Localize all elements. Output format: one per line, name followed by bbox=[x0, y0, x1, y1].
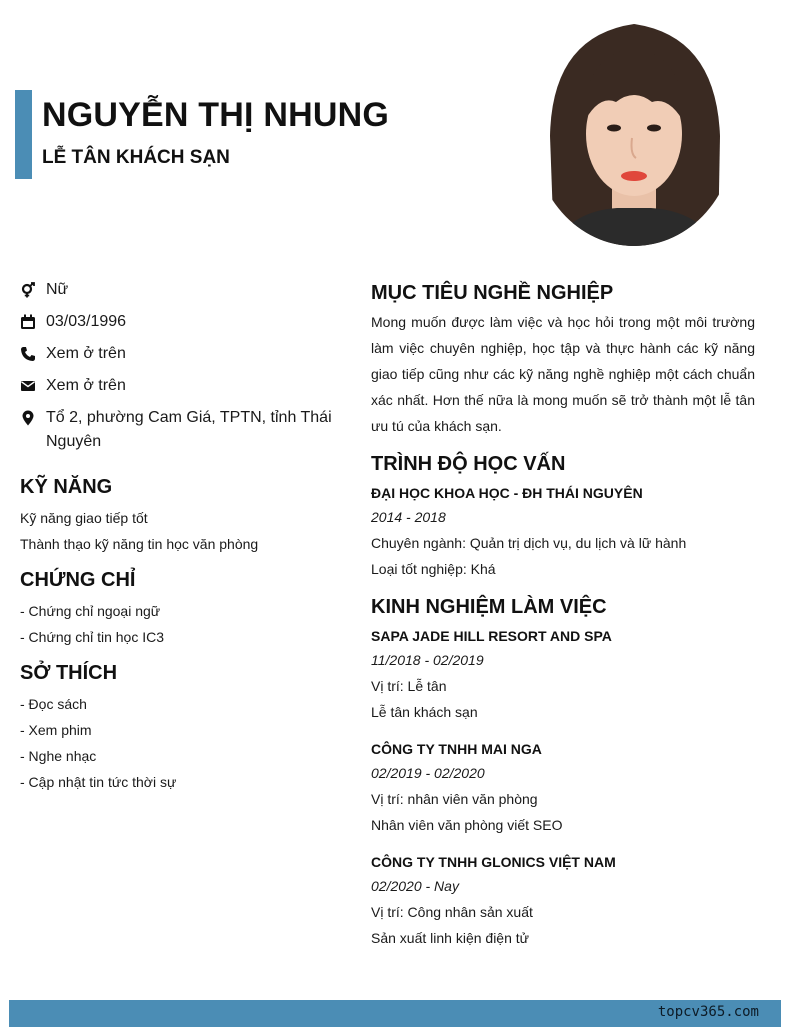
candidate-job-title: LỄ TÂN KHÁCH SẠN bbox=[42, 147, 230, 168]
objective-heading: MỤC TIÊU NGHỀ NGHIỆP bbox=[371, 282, 614, 304]
school-name: ĐẠI HỌC KHOA HỌC - ĐH THÁI NGUYÊN bbox=[371, 485, 643, 501]
contact-address bbox=[20, 406, 340, 454]
list-item: - Chứng chỉ ngoại ngữ bbox=[20, 603, 161, 619]
list-item: - Cập nhật tin tức thời sự bbox=[20, 774, 177, 790]
job-period: 02/2019 - 02/2020 bbox=[371, 765, 485, 781]
hobbies-section bbox=[20, 662, 340, 795]
skills-heading: KỸ NĂNG bbox=[20, 476, 113, 498]
hobbies-heading: SỞ THÍCH bbox=[20, 662, 118, 684]
candidate-name: NGUYỄN THỊ NHUNG bbox=[42, 96, 389, 134]
job-company: CÔNG TY TNHH MAI NGA bbox=[371, 741, 542, 757]
header-accent-bar bbox=[15, 90, 32, 179]
contact-gender bbox=[20, 278, 340, 302]
job-entry bbox=[371, 851, 755, 951]
education-major: Chuyên ngành: Quản trị dịch vụ, du lịch và lữ hành bbox=[371, 535, 687, 551]
gender-icon bbox=[20, 282, 36, 298]
job-period: 02/2020 - Nay bbox=[371, 878, 459, 894]
profile-photo bbox=[532, 16, 736, 246]
list-item: Kỹ năng giao tiếp tốt bbox=[20, 510, 148, 526]
contact-gender-text: Nữ bbox=[46, 281, 69, 298]
job-company: SAPA JADE HILL RESORT AND SPA bbox=[371, 628, 612, 644]
job-position: Vị trí: Công nhân sản xuất bbox=[371, 904, 533, 920]
list-item: - Đọc sách bbox=[20, 696, 87, 712]
job-position: Vị trí: nhân viên văn phòng bbox=[371, 791, 538, 807]
left-column bbox=[20, 278, 340, 795]
job-description: Lễ tân khách sạn bbox=[371, 704, 478, 720]
job-company: CÔNG TY TNHH GLONICS VIỆT NAM bbox=[371, 854, 616, 870]
calendar-icon bbox=[20, 314, 36, 330]
right-column bbox=[371, 282, 755, 951]
location-icon bbox=[20, 410, 36, 426]
contact-list bbox=[20, 278, 340, 454]
job-description: Sản xuất linh kiện điện tử bbox=[371, 930, 530, 946]
contact-birthday bbox=[20, 310, 340, 334]
list-item: Thành thạo kỹ năng tin học văn phòng bbox=[20, 536, 259, 552]
education-heading: TRÌNH ĐỘ HỌC VẤN bbox=[371, 453, 566, 475]
contact-address-text: Tổ 2, phường Cam Giá, TPTN, tỉnh Thái Nguyên bbox=[46, 409, 332, 450]
skills-section bbox=[20, 476, 340, 557]
education-section bbox=[371, 453, 755, 582]
job-entry bbox=[371, 625, 755, 725]
job-description: Nhân viên văn phòng viết SEO bbox=[371, 817, 563, 833]
education-grade: Loại tốt nghiệp: Khá bbox=[371, 561, 496, 577]
contact-phone-text: Xem ở trên bbox=[46, 345, 126, 362]
list-item: - Nghe nhạc bbox=[20, 748, 97, 764]
objective-section bbox=[371, 282, 755, 439]
objective-text: Mong muốn được làm việc và học hỏi trong một môi trường làm việc chuyên nghiệp, học tập và thực hành các kỹ năng giao tiếp cũng như các kỹ năng nghề nghiệp một cách chuẩn xác nhất. Hơn thế nữa là mong muốn sẽ trở thành một lễ tân ưu tú của khách sạn. bbox=[371, 314, 755, 434]
job-period: 11/2018 - 02/2019 bbox=[371, 652, 484, 668]
contact-email-text: Xem ở trên bbox=[46, 377, 126, 394]
phone-icon bbox=[20, 346, 36, 362]
experience-section bbox=[371, 596, 755, 951]
education-period: 2014 - 2018 bbox=[371, 509, 446, 525]
contact-phone bbox=[20, 342, 340, 366]
contact-email bbox=[20, 374, 340, 398]
job-entry bbox=[371, 738, 755, 838]
footer-bar bbox=[9, 1000, 781, 1027]
footer-brand: topcv365.com bbox=[657, 1004, 759, 1020]
certificates-heading: CHỨNG CHỈ bbox=[20, 569, 136, 591]
list-item: - Chứng chỉ tin học IC3 bbox=[20, 629, 164, 645]
certificates-section bbox=[20, 569, 340, 650]
list-item: - Xem phim bbox=[20, 722, 92, 738]
experience-heading: KINH NGHIỆM LÀM VIỆC bbox=[371, 596, 607, 618]
contact-birthday-text: 03/03/1996 bbox=[46, 313, 127, 330]
job-position: Vị trí: Lễ tân bbox=[371, 678, 447, 694]
email-icon bbox=[20, 378, 36, 394]
